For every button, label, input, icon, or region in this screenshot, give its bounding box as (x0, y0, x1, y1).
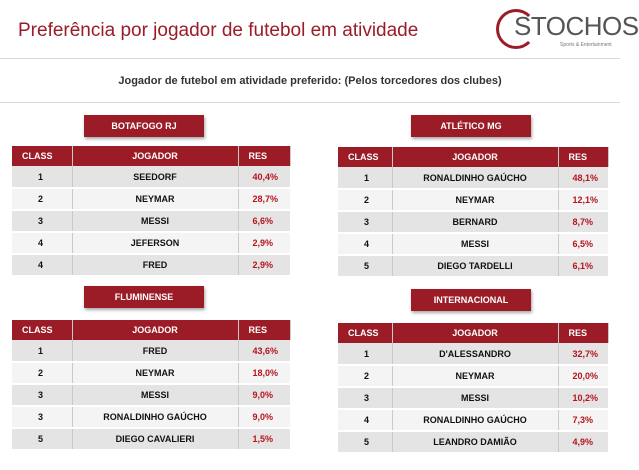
cell-class: 5 (12, 428, 72, 450)
col-header-result: RES (238, 320, 290, 340)
cell-result: 10,2% (558, 387, 608, 409)
col-header-player: JOGADOR (72, 320, 238, 340)
cell-class: 2 (12, 362, 72, 384)
col-header-class: CLASS (12, 320, 72, 340)
cell-player: NEYMAR (392, 189, 558, 211)
cell-result: 6,6% (238, 210, 290, 232)
cell-class: 1 (338, 343, 392, 365)
cell-player: MESSI (72, 210, 238, 232)
table-fluminense (12, 320, 291, 451)
cell-result: 43,6% (238, 340, 290, 362)
cell-result: 9,0% (238, 406, 290, 428)
table-row (338, 431, 608, 453)
table-header-row (12, 146, 290, 166)
cell-player: JEFERSON (72, 232, 238, 254)
cell-class: 2 (338, 189, 392, 211)
col-header-result: RES (558, 323, 608, 343)
cell-class: 1 (338, 167, 392, 189)
logo-text: STOCHOS (514, 11, 639, 41)
club-label-internacional: INTERNACIONAL (411, 289, 531, 311)
cell-player: NEYMAR (72, 362, 238, 384)
col-header-result: RES (238, 146, 290, 166)
table-row (12, 384, 290, 406)
table-row (338, 343, 608, 365)
cell-player: RONALDINHO GAÚCHO (392, 409, 558, 431)
cell-player: RONALDINHO GAÚCHO (392, 167, 558, 189)
col-header-player: JOGADOR (392, 147, 558, 167)
cell-player: D'ALESSANDRO (392, 343, 558, 365)
cell-result: 28,7% (238, 188, 290, 210)
col-header-player: JOGADOR (392, 323, 558, 343)
col-header-class: CLASS (338, 147, 392, 167)
cell-result: 6,1% (558, 255, 608, 277)
cell-class: 1 (12, 340, 72, 362)
cell-player: NEYMAR (392, 365, 558, 387)
cell-class: 5 (338, 255, 392, 277)
cell-class: 2 (12, 188, 72, 210)
header-divider (0, 58, 620, 59)
cell-player: SEEDORF (72, 166, 238, 188)
col-header-result: RES (558, 147, 608, 167)
table-row (338, 189, 608, 211)
col-header-player: JOGADOR (72, 146, 238, 166)
table-internacional (338, 323, 609, 454)
cell-player: MESSI (392, 387, 558, 409)
page-title: Preferência por jogador de futebol em atividade (18, 20, 419, 41)
table-row (338, 387, 608, 409)
cell-class: 4 (338, 233, 392, 255)
cell-result: 4,9% (558, 431, 608, 453)
cell-class: 3 (12, 406, 72, 428)
table-row (12, 362, 290, 384)
cell-result: 40,4% (238, 166, 290, 188)
table-row (338, 167, 608, 189)
cell-class: 4 (338, 409, 392, 431)
cell-class: 5 (338, 431, 392, 453)
table-row (338, 233, 608, 255)
table-header-row (338, 323, 608, 343)
cell-result: 2,9% (238, 254, 290, 276)
table-row (338, 211, 608, 233)
cell-result: 2,9% (238, 232, 290, 254)
subtitle-divider (0, 102, 620, 103)
cell-result: 7,3% (558, 409, 608, 431)
club-label-atletico: ATLÉTICO MG (411, 115, 531, 137)
table-header-row (338, 147, 608, 167)
club-label-fluminense: FLUMINENSE (84, 286, 204, 308)
cell-result: 32,7% (558, 343, 608, 365)
cell-player: FRED (72, 254, 238, 276)
cell-player: DIEGO CAVALIERI (72, 428, 238, 450)
table-row (12, 406, 290, 428)
cell-result: 8,7% (558, 211, 608, 233)
cell-player: BERNARD (392, 211, 558, 233)
cell-player: FRED (72, 340, 238, 362)
table-row (338, 255, 608, 277)
logo-subtext: Sports & Entertainment (560, 42, 612, 48)
cell-result: 12,1% (558, 189, 608, 211)
table-row (12, 188, 290, 210)
stochos-logo (496, 8, 639, 52)
cell-result: 9,0% (238, 384, 290, 406)
table-row (12, 232, 290, 254)
table-row (12, 166, 290, 188)
cell-player: RONALDINHO GAÚCHO (72, 406, 238, 428)
cell-class: 3 (12, 210, 72, 232)
table-row (338, 365, 608, 387)
table-row (12, 340, 290, 362)
club-label-botafogo: BOTAFOGO RJ (84, 115, 204, 137)
cell-class: 3 (12, 384, 72, 406)
col-header-class: CLASS (12, 146, 72, 166)
cell-player: DIEGO TARDELLI (392, 255, 558, 277)
col-header-class: CLASS (338, 323, 392, 343)
table-atletico (338, 147, 609, 278)
table-row (338, 409, 608, 431)
cell-class: 4 (12, 232, 72, 254)
table-row (12, 428, 290, 450)
cell-player: MESSI (392, 233, 558, 255)
cell-result: 20,0% (558, 365, 608, 387)
cell-class: 3 (338, 387, 392, 409)
table-botafogo (12, 146, 291, 277)
table-row (12, 254, 290, 276)
cell-result: 6,5% (558, 233, 608, 255)
cell-result: 48,1% (558, 167, 608, 189)
cell-player: LEANDRO DAMIÃO (392, 431, 558, 453)
table-row (12, 210, 290, 232)
cell-result: 1,5% (238, 428, 290, 450)
cell-player: NEYMAR (72, 188, 238, 210)
cell-class: 4 (12, 254, 72, 276)
report-subtitle: Jogador de futebol em atividade preferido: (Pelos torcedores dos clubes) (118, 75, 502, 87)
cell-player: MESSI (72, 384, 238, 406)
table-header-row (12, 320, 290, 340)
cell-class: 2 (338, 365, 392, 387)
cell-class: 3 (338, 211, 392, 233)
cell-class: 1 (12, 166, 72, 188)
cell-result: 18,0% (238, 362, 290, 384)
